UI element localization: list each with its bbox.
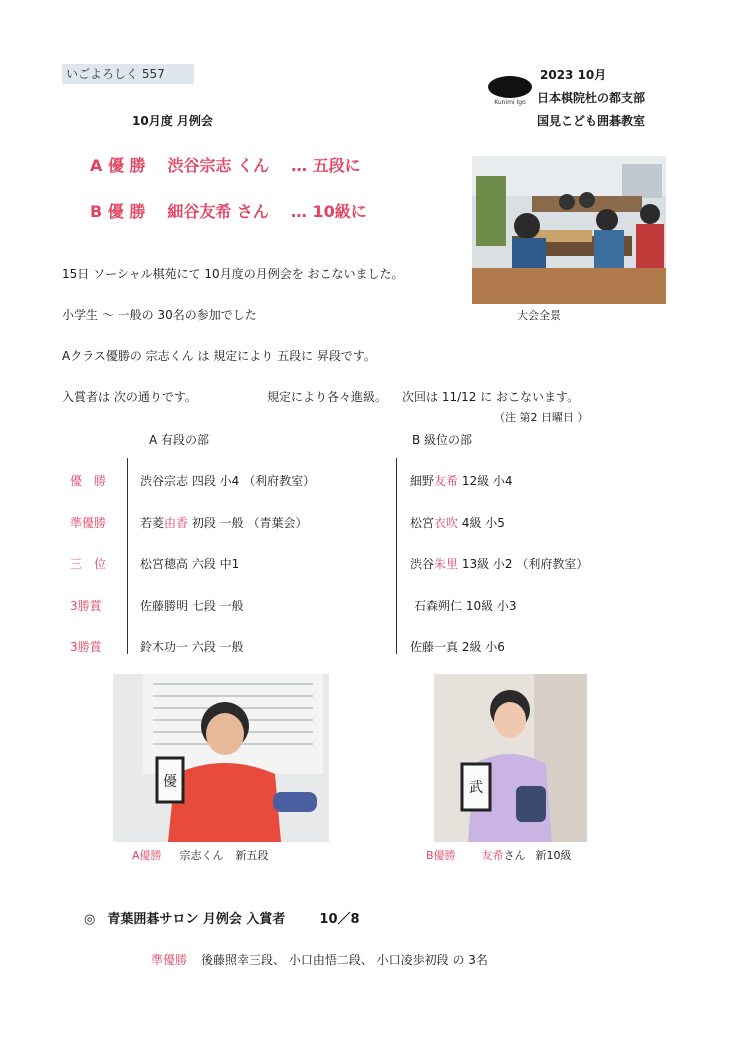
headline-a [90, 153, 361, 176]
result-b-entry: 細野友希 12級 小4 [410, 474, 513, 488]
result-place: 優 勝 [70, 474, 107, 488]
tournament-photo-image [472, 156, 666, 304]
classroom-name: 国見こども囲碁教室 [537, 114, 646, 128]
svg-text:優: 優 [163, 774, 177, 790]
result-a-entry: 渋谷宗志 四段 小4 （利府教室） [140, 474, 316, 488]
result-place: 3勝賞 [70, 640, 102, 654]
report-paragraph-3: Aクラス優勝の 宗志くん は 規定により 五段に 昇段です。 [62, 349, 376, 363]
headline-b-name: 細谷友希 さん [167, 202, 269, 221]
result-a-entry: 松宮穂高 六段 中1 [140, 557, 240, 571]
issue-tag: いごよろしく 557 [62, 64, 194, 84]
result-place: 3勝賞 [70, 599, 102, 613]
result-b-entry: 佐藤一真 2級 小6 [410, 640, 505, 654]
winners-intro: 入賞者は 次の通りです。 [62, 390, 197, 404]
headline-a-name: 渋谷宗志 くん [167, 156, 270, 175]
headline-b-rank: … 10級に [290, 202, 367, 221]
promotion-note: 規定により各々進級。 [267, 390, 388, 404]
result-a-entry: 鈴木功一 六段 一般 [140, 640, 244, 654]
result-place: 準優勝 [70, 516, 107, 530]
a-winner-photo-image [113, 674, 329, 842]
result-b-entry: 石森朔仁 10級 小3 [414, 599, 517, 613]
logo-mark [488, 76, 532, 98]
b-winner-caption: B優勝 友希さん 新10級 [426, 849, 572, 862]
result-place: 三 位 [70, 557, 107, 571]
b-winner-photo [434, 674, 587, 842]
result-a-entry: 若菱由香 初段 一般 （青葉会） [140, 516, 308, 530]
b-winner-photo-image [434, 674, 587, 842]
result-a-entry: 佐藤勝明 七段 一般 [140, 599, 244, 613]
a-winner-photo [113, 674, 329, 842]
logo-text: Kunimi Igo [494, 99, 526, 106]
org-name: 日本棋院杜の都支部 [537, 91, 646, 105]
tournament-photo [472, 156, 666, 304]
issue-date: 2023 10月 [540, 68, 607, 82]
result-b-entry: 渋谷朱里 13級 小2 （利府教室） [410, 557, 589, 571]
next-session: 次回は 11/12 に おこないます。 [402, 390, 580, 404]
report-paragraph-1: 15日 ソーシャル棋苑にて 10月度の月例会を おこないました。 [62, 267, 404, 281]
salon-result: 準優勝 後藤照幸三段、 小口由悟二段、 小口凌歩初段 の 3名 [151, 953, 488, 967]
salon-title: ◎ 青葉囲碁サロン 月例会 入賞者 10／8 [84, 912, 360, 927]
results-divider-left [127, 458, 128, 654]
tournament-photo-caption: 大会全景 [517, 309, 561, 322]
headline-a-rank: … 五段に [291, 156, 361, 175]
report-paragraph-2: 小学生 ～ 一般の 30名の参加でした [62, 308, 257, 322]
svg-text:武: 武 [469, 780, 483, 796]
results-b-header: B 級位の部 [412, 433, 473, 447]
headline-a-label: A 優 勝 [90, 156, 146, 175]
headline-b-label: B 優 勝 [90, 202, 146, 221]
club-logo [488, 76, 532, 106]
a-winner-caption: A優勝 宗志くん 新五段 [132, 849, 269, 862]
headline-b [90, 199, 367, 222]
results-a-header: A 有段の部 [149, 433, 210, 447]
results-divider-right [396, 458, 397, 654]
event-title: 10月度 月例会 [132, 114, 213, 128]
next-session-note: （注 第2 日曜日 ） [494, 411, 589, 424]
result-b-entry: 松宮衣吹 4級 小5 [410, 516, 505, 530]
